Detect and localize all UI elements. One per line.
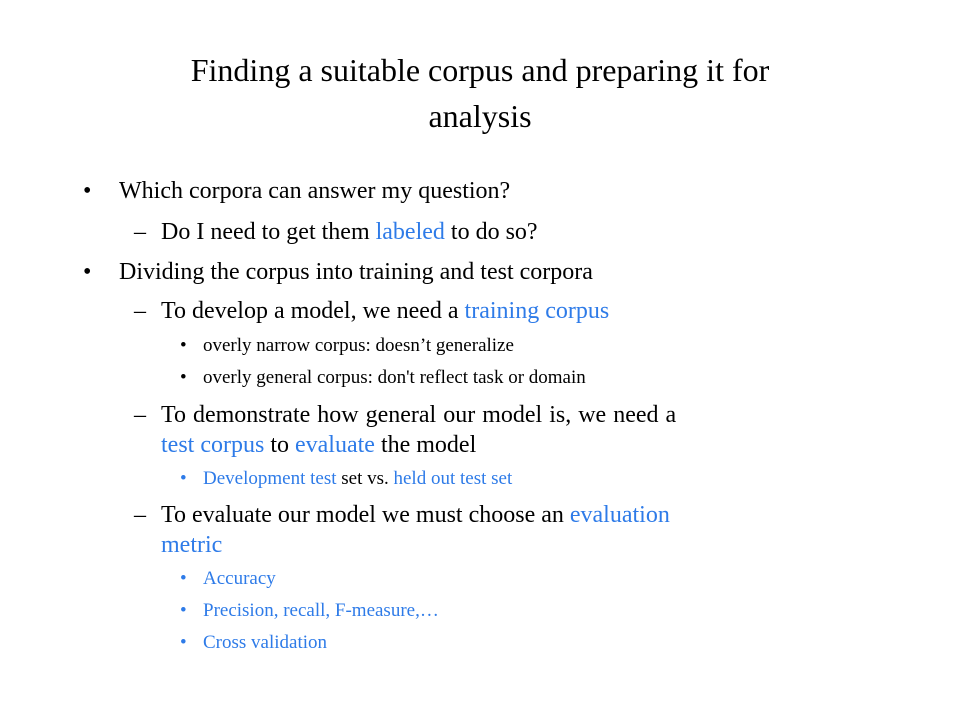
sub-item-demonstrate-line-1: To demonstrate how general our model is, we need a — [161, 402, 677, 428]
small-bullet-marker: • — [180, 600, 187, 621]
highlight-evaluation: evaluation — [569, 502, 670, 528]
bullet-item-dividing-corpus: Dividing the corpus into training and test corpora — [119, 259, 593, 285]
sub-sub-item-cross-validation: Cross validation — [203, 632, 328, 653]
sub-item-demonstrate-line-2: test corpus to evaluate the model — [161, 432, 477, 458]
sub-sub-item-narrow-corpus: overly narrow corpus: doesn’t generalize — [203, 335, 514, 356]
sub-sub-item-precision-recall: Precision, recall, F-measure,… — [203, 600, 439, 621]
bullet-item-which-corpora: Which corpora can answer my question? — [119, 178, 511, 204]
highlight-labeled: labeled — [375, 219, 445, 245]
sub-sub-item-general-corpus: overly general corpus: don't reflect task or domain — [203, 367, 586, 388]
dash-marker: – — [134, 402, 146, 428]
sub-item-evaluation-line-1: To evaluate our model we must choose an evaluation — [161, 502, 670, 528]
small-bullet-marker: • — [180, 468, 187, 489]
slide-title-line-1: Finding a suitable corpus and preparing it for — [190, 52, 770, 88]
bullet-marker: • — [83, 178, 92, 204]
highlight-held-out-test-set: held out test set — [393, 468, 513, 489]
sub-sub-item-test-sets: Development test set vs. held out test set — [203, 468, 513, 489]
bullet-marker: • — [83, 259, 92, 285]
highlight-test-corpus: test corpus — [161, 432, 265, 458]
highlight-training-corpus: training corpus — [464, 298, 610, 324]
small-bullet-marker: • — [180, 335, 187, 356]
small-bullet-marker: • — [180, 568, 187, 589]
highlight-evaluate: evaluate — [294, 432, 375, 458]
dash-marker: – — [134, 502, 146, 528]
small-bullet-marker: • — [180, 367, 187, 388]
sub-item-training-corpus: To develop a model, we need a training corpus — [161, 298, 610, 324]
dash-marker: – — [134, 219, 146, 245]
dash-marker: – — [134, 298, 146, 324]
sub-sub-item-accuracy: Accuracy — [203, 568, 276, 589]
slide-title-line-2: analysis — [428, 98, 532, 134]
small-bullet-marker: • — [180, 632, 187, 653]
sub-item-labeled: Do I need to get them labeled to do so? — [161, 219, 538, 245]
highlight-metric: metric — [161, 532, 223, 558]
highlight-development-test: Development test — [203, 468, 337, 489]
